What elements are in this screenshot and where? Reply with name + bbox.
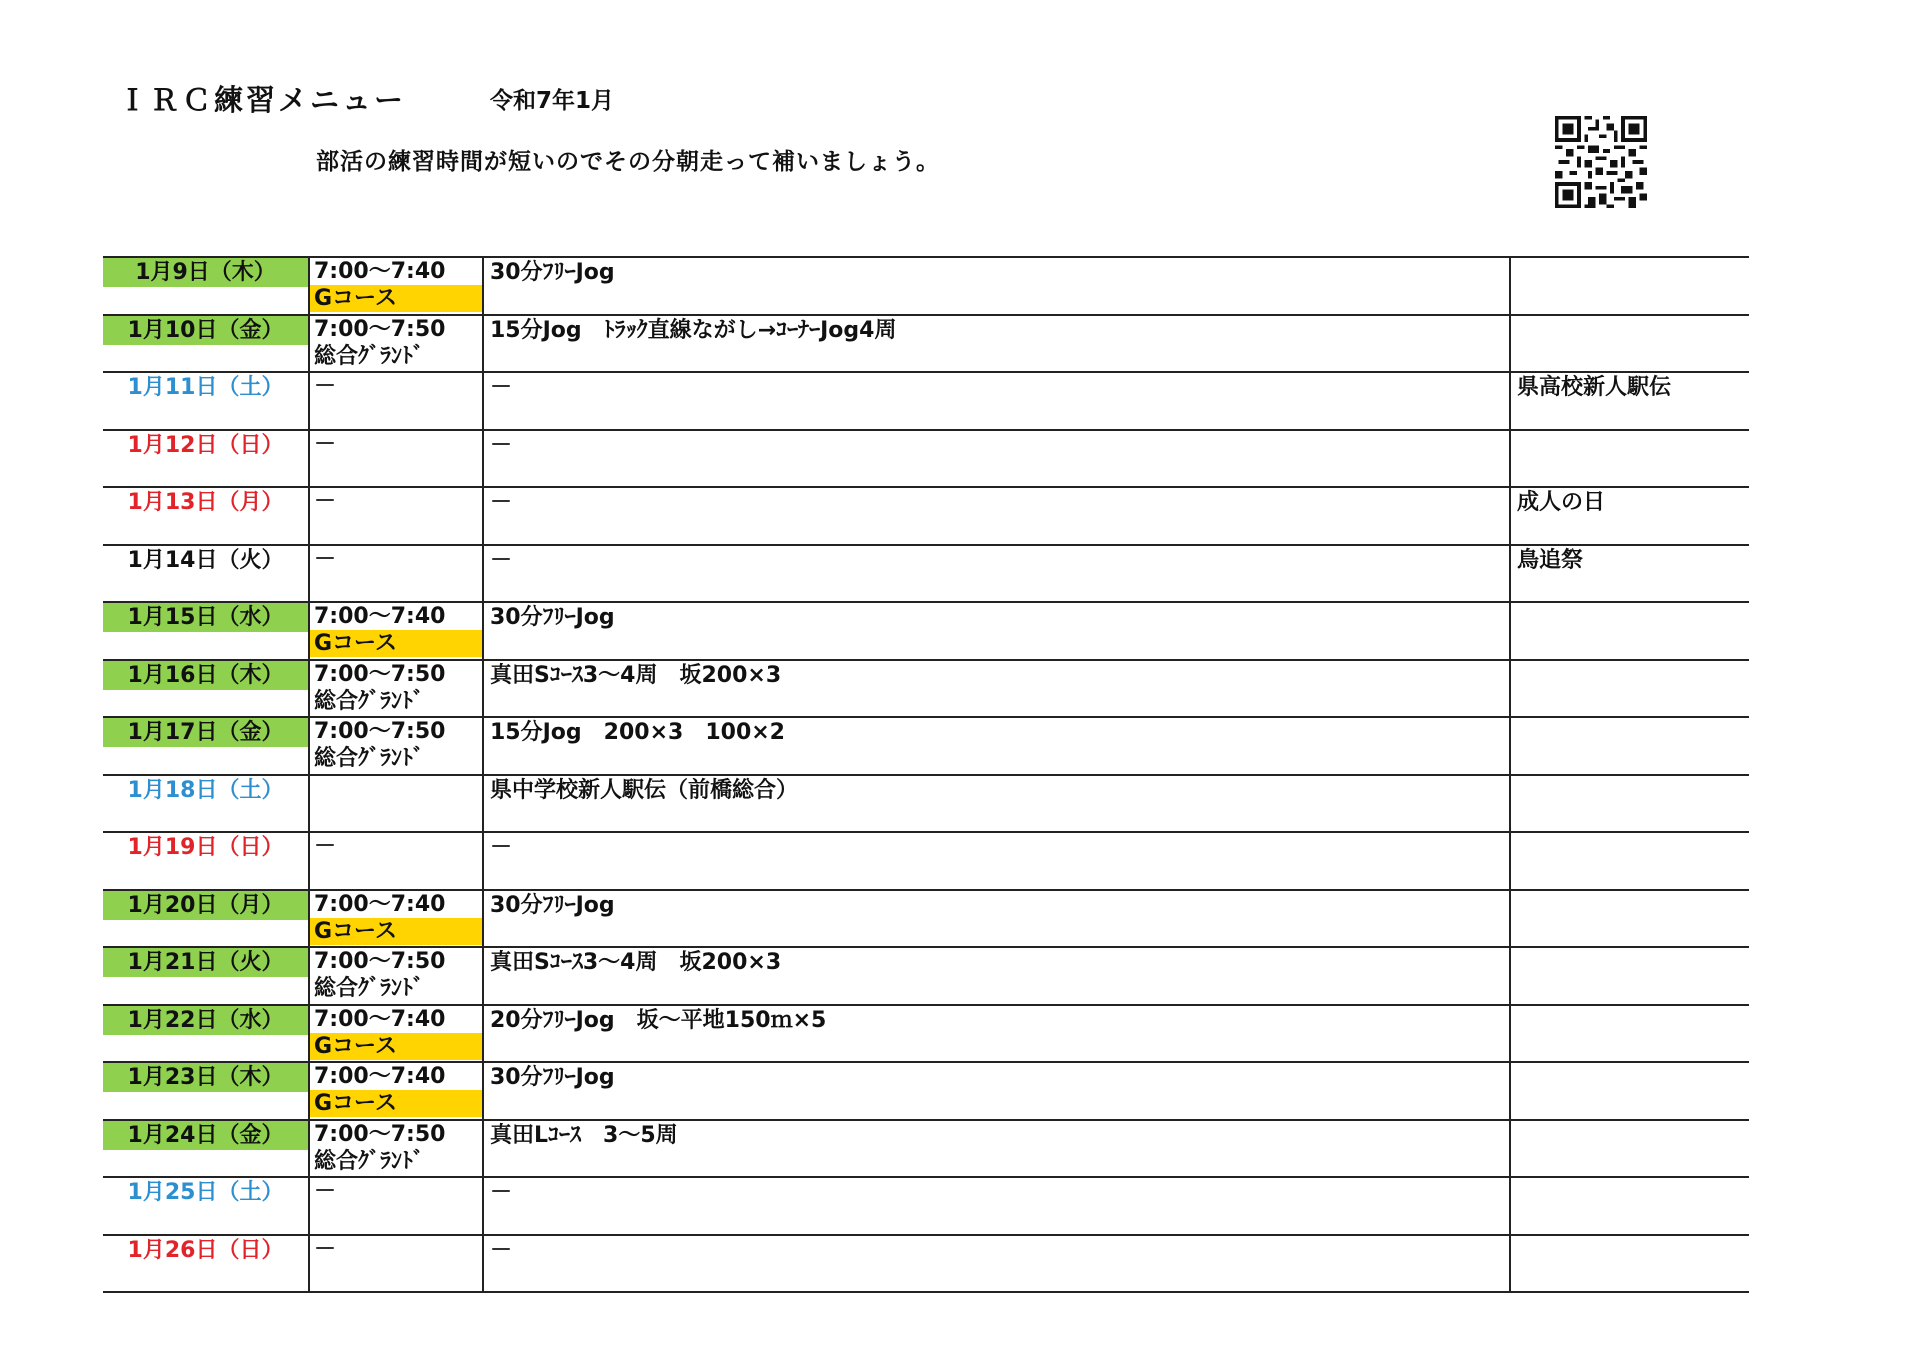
- time-label: 7:00～7:50: [314, 719, 446, 744]
- note-cell: [1510, 717, 1749, 775]
- table-row: [103, 890, 1749, 948]
- time-cell: [309, 1005, 483, 1063]
- note-label: [1517, 661, 1749, 662]
- document-title: ＩＲＣ練習メニュー: [118, 83, 407, 117]
- course-label: Gコース: [310, 285, 482, 312]
- note-label: [1517, 1121, 1749, 1122]
- table-row: [103, 717, 1749, 775]
- menu-cell: [483, 1062, 1510, 1120]
- menu-cell: [483, 372, 1510, 430]
- note-cell: [1510, 602, 1749, 660]
- table-row: [103, 1120, 1749, 1178]
- time-cell: [309, 545, 483, 603]
- table-row: [103, 487, 1749, 545]
- note-cell: [1510, 1177, 1749, 1235]
- time-label: 7:00～7:50: [314, 661, 446, 687]
- course-label: Gコース: [310, 630, 482, 657]
- date-cell: [103, 947, 309, 1005]
- time-cell: [309, 832, 483, 890]
- table-row: [103, 1235, 1749, 1293]
- course-label: Gコース: [310, 1090, 482, 1117]
- time-cell: [309, 1177, 483, 1235]
- time-cell: [309, 430, 483, 488]
- date-cell: [103, 545, 309, 603]
- time-label: 7:00～7:50: [314, 1121, 446, 1147]
- menu-label: 15分Jog ﾄﾗｯｸ直線ながし→ｺｰﾅｰJog4周: [490, 317, 897, 343]
- date-cell: [103, 372, 309, 430]
- note-label: 成人の日: [1517, 490, 1606, 515]
- time-cell: [309, 890, 483, 948]
- menu-cell: [483, 660, 1510, 718]
- course-label: 総合ｸﾞﾗﾝﾄﾞ: [314, 746, 425, 771]
- date-label: 1月10日（金）: [103, 316, 308, 345]
- note-cell: [1510, 372, 1749, 430]
- time-cell: [309, 775, 483, 833]
- date-label: 1月9日（木）: [103, 258, 308, 287]
- menu-cell: [483, 1120, 1510, 1178]
- date-cell: [103, 1235, 309, 1293]
- date-label: 1月26日（日）: [127, 1237, 284, 1263]
- menu-label: 真田Sｺｰｽ3～4周 坂200×3: [490, 662, 782, 688]
- date-label: 1月11日（土）: [127, 375, 284, 400]
- time-label: －: [314, 834, 337, 859]
- document-subtitle: 部活の練習時間が短いのでその分朝走って補いましょう。: [316, 149, 940, 175]
- note-label: [1517, 1178, 1749, 1179]
- note-cell: [1510, 257, 1749, 315]
- note-cell: [1510, 1120, 1749, 1178]
- time-cell: [309, 372, 483, 430]
- date-cell: [103, 1005, 309, 1063]
- date-cell: [103, 775, 309, 833]
- menu-label: 真田Lｺｰｽ 3～5周: [490, 1122, 678, 1148]
- time-cell: [309, 947, 483, 1005]
- time-cell: [309, 717, 483, 775]
- course-label: Gコース: [310, 918, 482, 945]
- time-label: 7:00～7:40: [314, 1006, 446, 1032]
- date-label: 1月15日（水）: [103, 603, 308, 632]
- note-cell: [1510, 1062, 1749, 1120]
- time-label: －: [314, 374, 337, 399]
- menu-cell: [483, 947, 1510, 1005]
- menu-cell: [483, 1177, 1510, 1235]
- note-label: [1517, 776, 1749, 777]
- note-label: [1517, 891, 1749, 892]
- time-cell: [309, 487, 483, 545]
- note-label: [1517, 1006, 1749, 1007]
- time-label: －: [314, 1236, 337, 1262]
- table-row: [103, 1005, 1749, 1063]
- training-schedule-table: [103, 256, 1749, 1293]
- note-cell: [1510, 487, 1749, 545]
- date-cell: [103, 1062, 309, 1120]
- date-cell: [103, 660, 309, 718]
- menu-cell: [483, 602, 1510, 660]
- menu-cell: [483, 832, 1510, 890]
- time-cell: [309, 1235, 483, 1293]
- date-cell: [103, 430, 309, 488]
- note-label: 鳥追祭: [1517, 547, 1584, 573]
- date-label: 1月19日（日）: [127, 835, 284, 860]
- table-row: [103, 545, 1749, 603]
- menu-cell: [483, 257, 1510, 315]
- course-label: 総合ｸﾞﾗﾝﾄﾞ: [314, 1148, 425, 1174]
- date-label: 1月20日（月）: [103, 891, 308, 920]
- menu-label: 30分ﾌﾘｰJog: [490, 1065, 615, 1090]
- date-label: 1月24日（金）: [103, 1121, 308, 1150]
- menu-label: －: [490, 1180, 513, 1205]
- note-label: [1517, 603, 1749, 604]
- date-cell: [103, 1177, 309, 1235]
- menu-label: －: [490, 375, 513, 400]
- date-cell: [103, 890, 309, 948]
- note-label: [1517, 431, 1749, 432]
- table-row: [103, 1177, 1749, 1235]
- course-label: 総合ｸﾞﾗﾝﾄﾞ: [314, 343, 425, 369]
- date-cell: [103, 1120, 309, 1178]
- time-label: 7:00～7:50: [314, 949, 446, 974]
- document-period: 令和7年1月: [490, 88, 615, 114]
- table-row: [103, 947, 1749, 1005]
- menu-cell: [483, 1005, 1510, 1063]
- date-cell: [103, 602, 309, 660]
- note-cell: [1510, 1235, 1749, 1293]
- date-cell: [103, 717, 309, 775]
- note-label: [1517, 316, 1749, 317]
- time-cell: [309, 1120, 483, 1178]
- menu-cell: [483, 717, 1510, 775]
- note-cell: [1510, 832, 1749, 890]
- table-row: [103, 430, 1749, 488]
- time-cell: [309, 315, 483, 373]
- date-label: 1月18日（土）: [127, 777, 284, 803]
- menu-label: 30分ﾌﾘｰJog: [490, 892, 615, 918]
- menu-label: －: [490, 835, 513, 860]
- table-row: [103, 372, 1749, 430]
- time-cell: [309, 660, 483, 718]
- note-label: [1517, 948, 1749, 949]
- table-row: [103, 832, 1749, 890]
- table-row: [103, 1062, 1749, 1120]
- table-row: [103, 315, 1749, 373]
- menu-cell: [483, 890, 1510, 948]
- menu-label: －: [490, 1237, 513, 1263]
- date-label: 1月16日（木）: [103, 661, 308, 690]
- note-cell: [1510, 890, 1749, 948]
- date-cell: [103, 487, 309, 545]
- note-label: [1517, 1236, 1749, 1237]
- date-label: 1月23日（木）: [103, 1063, 308, 1092]
- menu-label: 20分ﾌﾘｰJog 坂～平地150ｍ×5: [490, 1007, 827, 1033]
- menu-label: 県中学校新人駅伝（前橋総合）: [490, 777, 799, 803]
- date-cell: [103, 832, 309, 890]
- note-label: [1517, 718, 1749, 719]
- note-label: [1517, 833, 1749, 834]
- date-label: 1月12日（日）: [127, 432, 284, 458]
- note-cell: [1510, 430, 1749, 488]
- note-label: [1517, 258, 1749, 259]
- qr-code-icon[interactable]: [1552, 116, 1650, 208]
- menu-label: 真田Sｺｰｽ3～4周 坂200×3: [490, 950, 782, 975]
- date-label: 1月21日（火）: [103, 948, 308, 977]
- time-label: 7:00～7:50: [314, 316, 446, 342]
- date-cell: [103, 315, 309, 373]
- table-row: [103, 660, 1749, 718]
- menu-cell: [483, 545, 1510, 603]
- menu-cell: [483, 775, 1510, 833]
- note-cell: [1510, 545, 1749, 603]
- date-label: 1月25日（土）: [127, 1180, 284, 1205]
- menu-cell: [483, 430, 1510, 488]
- date-label: 1月17日（金）: [103, 718, 308, 747]
- date-cell: [103, 257, 309, 315]
- date-label: 1月14日（火）: [127, 547, 284, 573]
- note-cell: [1510, 775, 1749, 833]
- menu-cell: [483, 487, 1510, 545]
- course-label: 総合ｸﾞﾗﾝﾄﾞ: [314, 688, 425, 714]
- table-row: [103, 775, 1749, 833]
- time-cell: [309, 1062, 483, 1120]
- time-cell: [309, 602, 483, 660]
- time-cell: [309, 257, 483, 315]
- time-label: 7:00～7:40: [314, 1064, 446, 1089]
- table-row: [103, 602, 1749, 660]
- time-label: 7:00～7:40: [314, 604, 446, 629]
- menu-label: 30分ﾌﾘｰJog: [490, 260, 615, 285]
- note-label: 県高校新人駅伝: [1517, 375, 1672, 400]
- note-cell: [1510, 947, 1749, 1005]
- time-label: 7:00～7:40: [314, 891, 446, 917]
- time-label: 7:00～7:40: [314, 259, 446, 284]
- time-label: －: [314, 431, 337, 457]
- time-label: －: [314, 546, 337, 572]
- course-label: Gコース: [310, 1033, 482, 1060]
- date-label: 1月13日（月）: [127, 490, 284, 515]
- note-cell: [1510, 315, 1749, 373]
- menu-label: －: [490, 432, 513, 458]
- date-label: 1月22日（水）: [103, 1006, 308, 1035]
- time-label: －: [314, 1179, 337, 1204]
- menu-label: －: [490, 490, 513, 515]
- table-row: [103, 257, 1749, 315]
- note-cell: [1510, 660, 1749, 718]
- menu-cell: [483, 1235, 1510, 1293]
- menu-label: －: [490, 547, 513, 573]
- menu-cell: [483, 315, 1510, 373]
- course-label: 総合ｸﾞﾗﾝﾄﾞ: [314, 976, 425, 1001]
- note-label: [1517, 1063, 1749, 1064]
- note-cell: [1510, 1005, 1749, 1063]
- time-label: －: [314, 489, 337, 514]
- menu-label: 30分ﾌﾘｰJog: [490, 605, 615, 630]
- menu-label: 15分Jog 200×3 100×2: [490, 720, 785, 745]
